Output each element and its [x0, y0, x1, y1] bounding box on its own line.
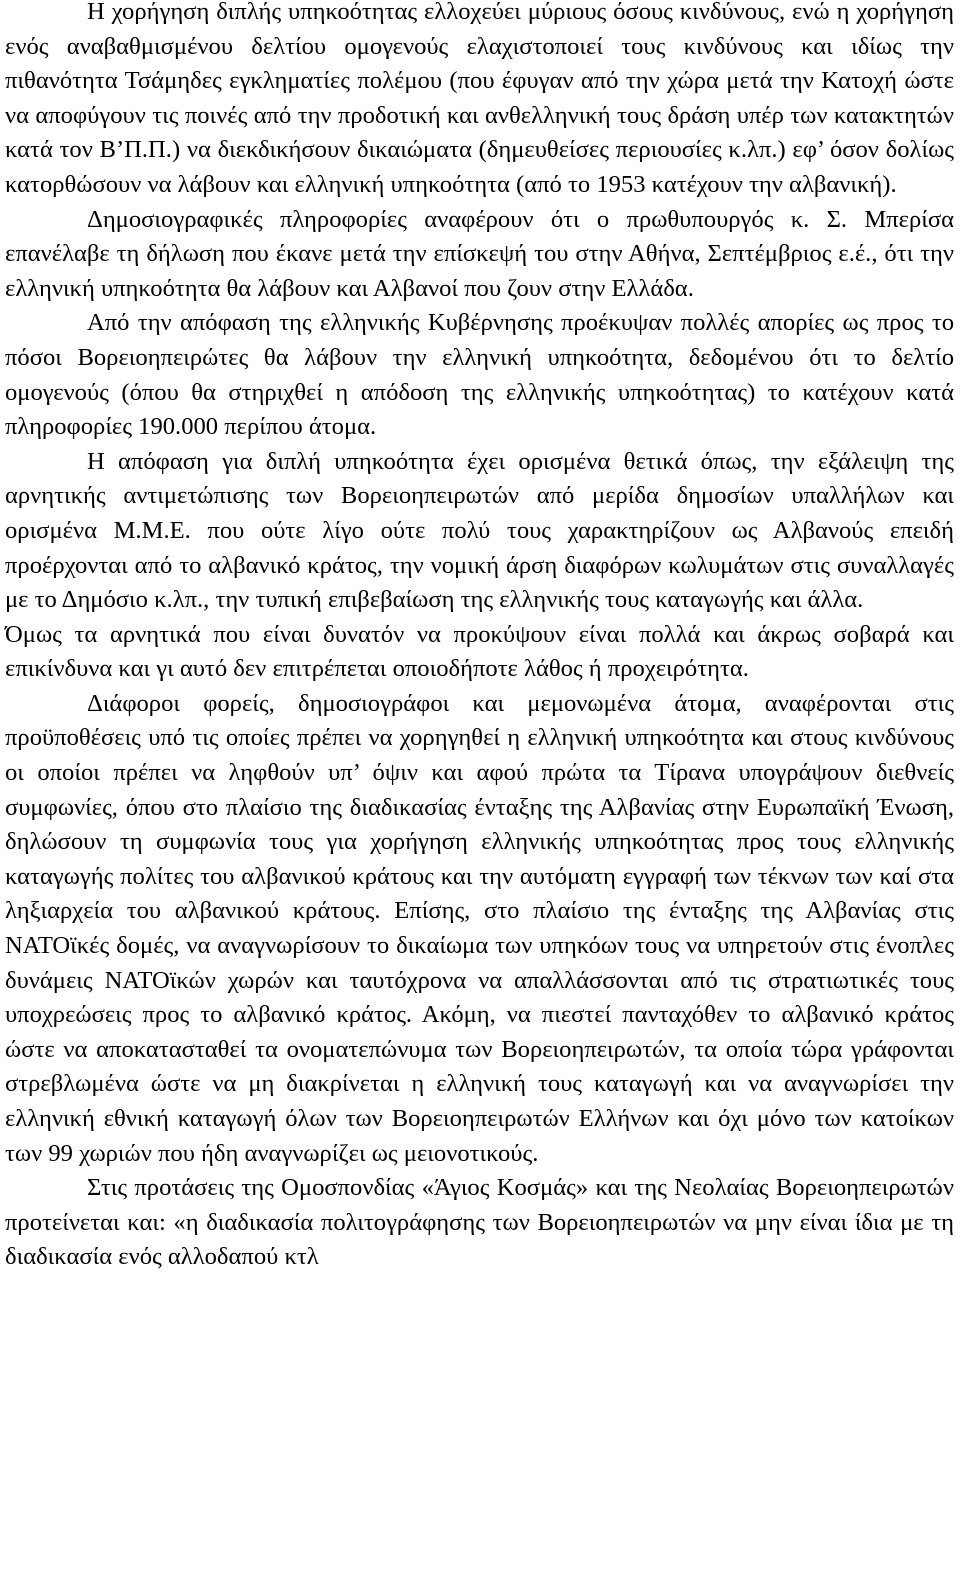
paragraph-negatives-warning: Όμως τα αρνητικά που είναι δυνατόν να προκύψουν είναι πολλά και άκρως σοβαρά και επικίνδυνα και γι αυτό δεν επιτρέπεται οποιοδήποτε λάθος ή προχειρότητα.	[5, 620, 954, 683]
paragraph-dual-citizenship-positives: Η απόφαση για διπλή υπηκοότητα έχει ορισμένα θετικά όπως, την εξάλειψη της αρνητικής αντιμετώπισης των Βορειοηπειρωτών από μερίδα δημοσίων υπαλλήλων και ορισμένα Μ.Μ.Ε. που ούτε λίγο ούτε πολύ τους χαρακτηρίζουν ως Αλβανούς επειδή προέρχονται από το αλβανικό κράτος, την νομική άρση διαφόρων κωλυμάτων στις συναλλαγές με το Δημόσιο κ.λπ., την τυπική επιβεβαίωση της ελληνικής τους καταγωγής και άλλα.	[5, 447, 954, 614]
paragraph-press-reports-berisha: Δημοσιογραφικές πληροφορίες αναφέρουν ότι ο πρωθυπουργός κ. Σ. Μπερίσα επανέλαβε τη δήλωση που έκανε μετά την επίσκεψή του στην Αθήνα, Σεπτέμβριος ε.έ., ότι την ελληνική υπηκοότητα θα λάβουν και Αλβανοί που ζουν στην Ελλάδα.	[5, 205, 954, 302]
paragraph-dual-citizenship-risks: Η χορήγηση διπλής υπηκοότητας ελλοχεύει μύριους όσους κινδύνους, ενώ η χορήγηση ενός αναβαθμισμένου δελτίου ομογενούς ελαχιστοποιεί τους κινδύνους και ιδίως την πιθανότητα Τσάμηδες εγκληματίες πολέμου (που έφυγαν από την χώρα μετά την Κατοχή ώστε να αποφύγουν τις ποινές από την προδοτική και ανθελληνική τους δράση υπέρ των κατακτητών κατά τον Β’Π.Π.) να διεκδικήσουν δικαιώματα (δημευθείσες περιουσίες κ.λπ.) εφ’ όσον δολίως κατορθώσουν να λάβουν και ελληνική υπηκοότητα (από το 1953 κατέχουν την αλβανική).	[5, 0, 954, 198]
paragraph-preconditions-agreements: Διάφοροι φορείς, δημοσιογράφοι και μεμονωμένα άτομα, αναφέρονται στις προϋποθέσεις υπό τις οποίες πρέπει να χορηγηθεί η ελληνική υπηκοότητα και στους κινδύνους οι οποίοι πρέπει να ληφθούν υπ’ όψιν και αφού πρώτα τα Τίρανα υπογράψουν διεθνείς συμφωνίες, όπου στο πλαίσιο της διαδικασίας ένταξης της Αλβανίας στην Ευρωπαϊκή Ένωση, δηλώσουν τη συμφωνία τους για χορήγηση ελληνικής υπηκοότητας προς τους ελληνικής καταγωγής πολίτες του αλβανικού κράτους και την αυτόματη εγγραφή των τέκνων των καί στα ληξιαρχεία του αλβανικού κράτους. Επίσης, στο πλαίσιο της ένταξης της Αλβανίας στις ΝΑΤΟϊκές δομές, να αναγνωρίσουν το δικαίωμα των υπηκόων τους να υπηρετούν στις ένοπλες δυνάμεις ΝΑΤΟϊκών χωρών και ταυτόχρονα να απαλλάσσονται από τις στρατιωτικές τους υποχρεώσεις προς το αλβανικό κράτος. Ακόμη, να πιεστεί πανταχόθεν το αλβανικό κράτος ώστε να αποκατασταθεί τα ονοματεπώνυμα των Βορειοηπειρωτών, τα οποία τώρα γράφονται στρεβλωμένα ώστε να μη διακρίνεται η ελληνική τους καταγωγή και να αναγνωρίσει την ελληνική εθνική καταγωγή όλων των Βορειοηπειρωτών Ελλήνων και όχι μόνο των κατοίκων των 99 χωριών που ήδη αναγνωρίζει ως μειονοτικούς.	[5, 689, 954, 1167]
paragraph-federation-proposals: Στις προτάσεις της Ομοσπονδίας «Άγιος Κοσμάς» και της Νεολαίας Βορειοηπειρωτών προτείνεται και: «η διαδικασία πολιτογράφησης των Βορειοηπειρωτών να μην είναι ίδια με τη διαδικασία ενός αλλοδαπού κτλ	[5, 1174, 954, 1271]
paragraph-government-decision-questions: Από την απόφαση της ελληνικής Κυβέρνησης προέκυψαν πολλές απορίες ως προς το πόσοι Βορειοηπειρώτες θα λάβουν την ελληνική υπηκοότητα, δεδομένου ότι το δελτίο ομογενούς (όπου θα στηριχθεί η απόδοση της ελληνικής υπηκοότητας) το κατέχουν κατά πληροφορίες 190.000 περίπου άτομα.	[5, 309, 954, 441]
